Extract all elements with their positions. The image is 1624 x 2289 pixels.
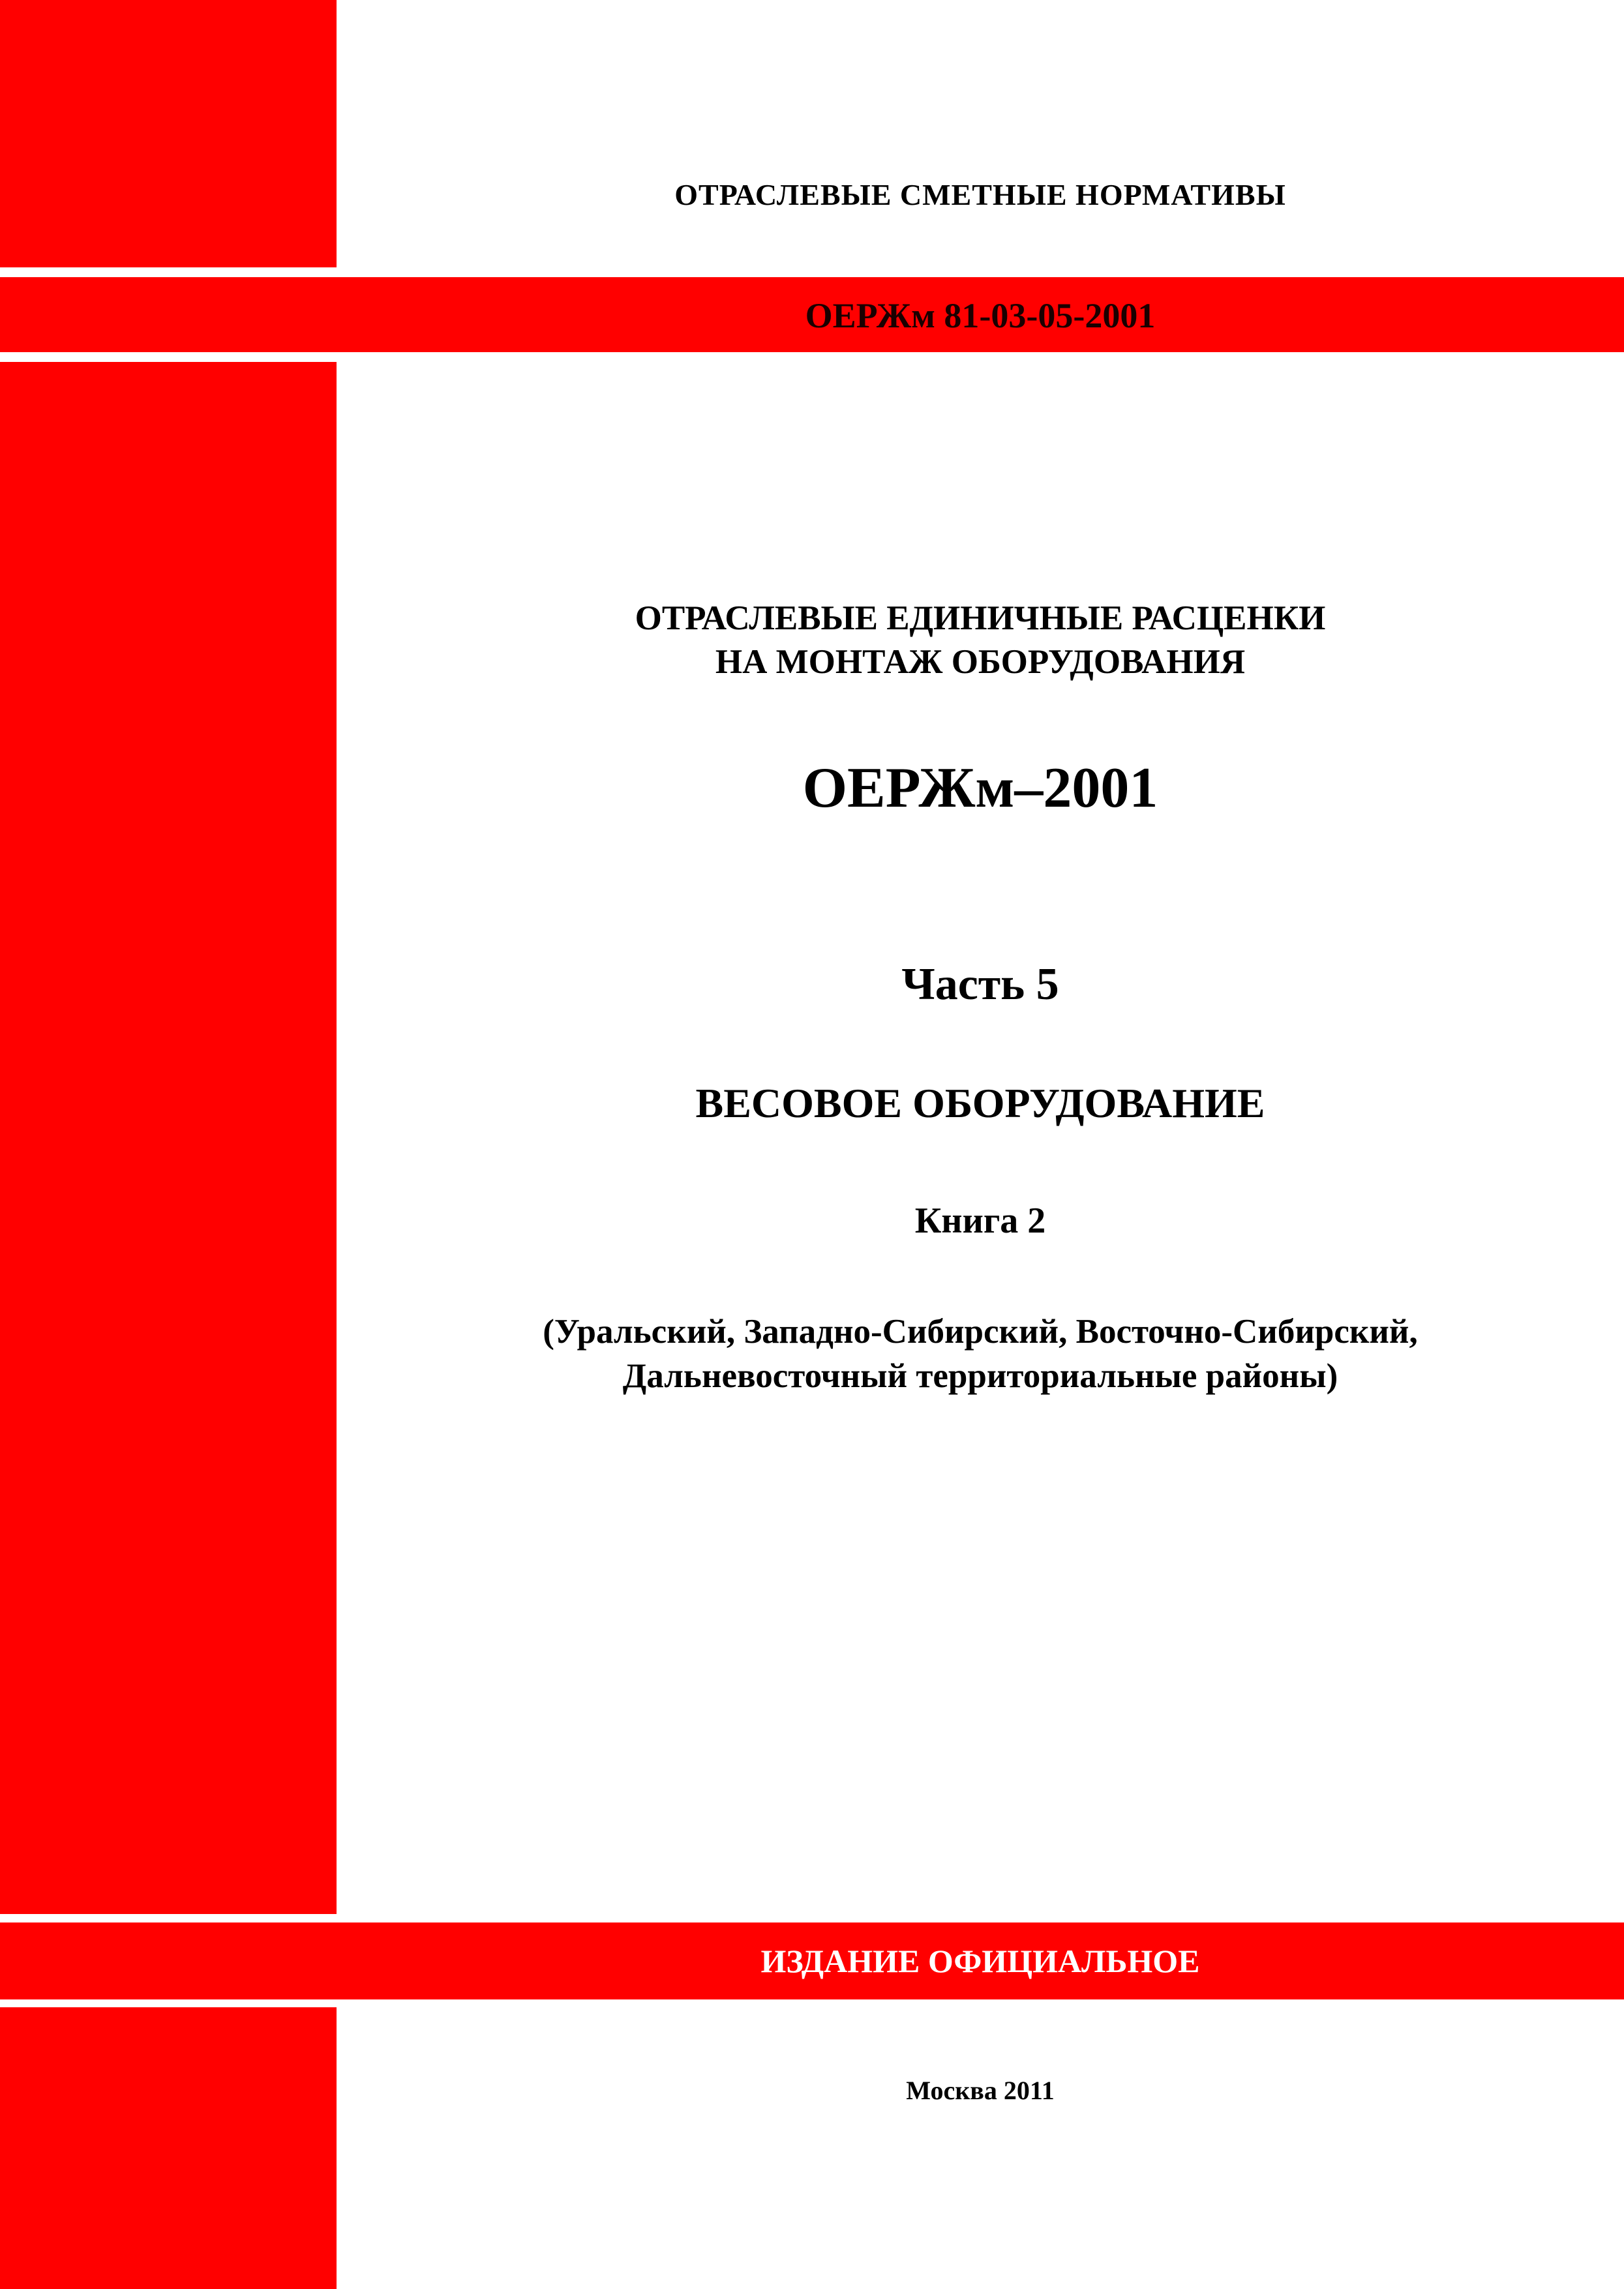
series-title: ОТРАСЛЕВЫЕ СМЕТНЫЕ НОРМАТИВЫ: [674, 178, 1286, 211]
main-title-line1: ОТРАСЛЕВЫЕ ЕДИНИЧНЫЕ РАСЦЕНКИ: [635, 599, 1326, 637]
edition-label: ИЗДАНИЕ ОФИЦИАЛЬНОЕ: [760, 1943, 1200, 1979]
main-title-line2: НА МОНТАЖ ОБОРУДОВАНИЯ: [715, 643, 1246, 681]
city-year: Москва 2011: [906, 2076, 1055, 2105]
left-red-stripe-top: [0, 0, 337, 267]
doc-code: ОЕРЖм 81-03-05-2001: [805, 296, 1156, 335]
edition-band: [0, 1922, 1624, 1999]
left-red-stripe-middle: [0, 362, 337, 1914]
abbreviation: ОЕРЖм–2001: [802, 756, 1158, 820]
left-red-stripe-lower: [0, 2007, 337, 2289]
doc-code-band: [0, 277, 1624, 352]
regions-line1: (Уральский, Западно-Сибирский, Восточно-Сибирский,: [543, 1313, 1418, 1351]
book-number: Книга 2: [914, 1201, 1046, 1241]
part-title: ВЕСОВОЕ ОБОРУДОВАНИЕ: [695, 1080, 1265, 1126]
part-number: Часть 5: [901, 959, 1059, 1010]
regions-line2: Дальневосточный территориальные районы): [622, 1357, 1338, 1395]
